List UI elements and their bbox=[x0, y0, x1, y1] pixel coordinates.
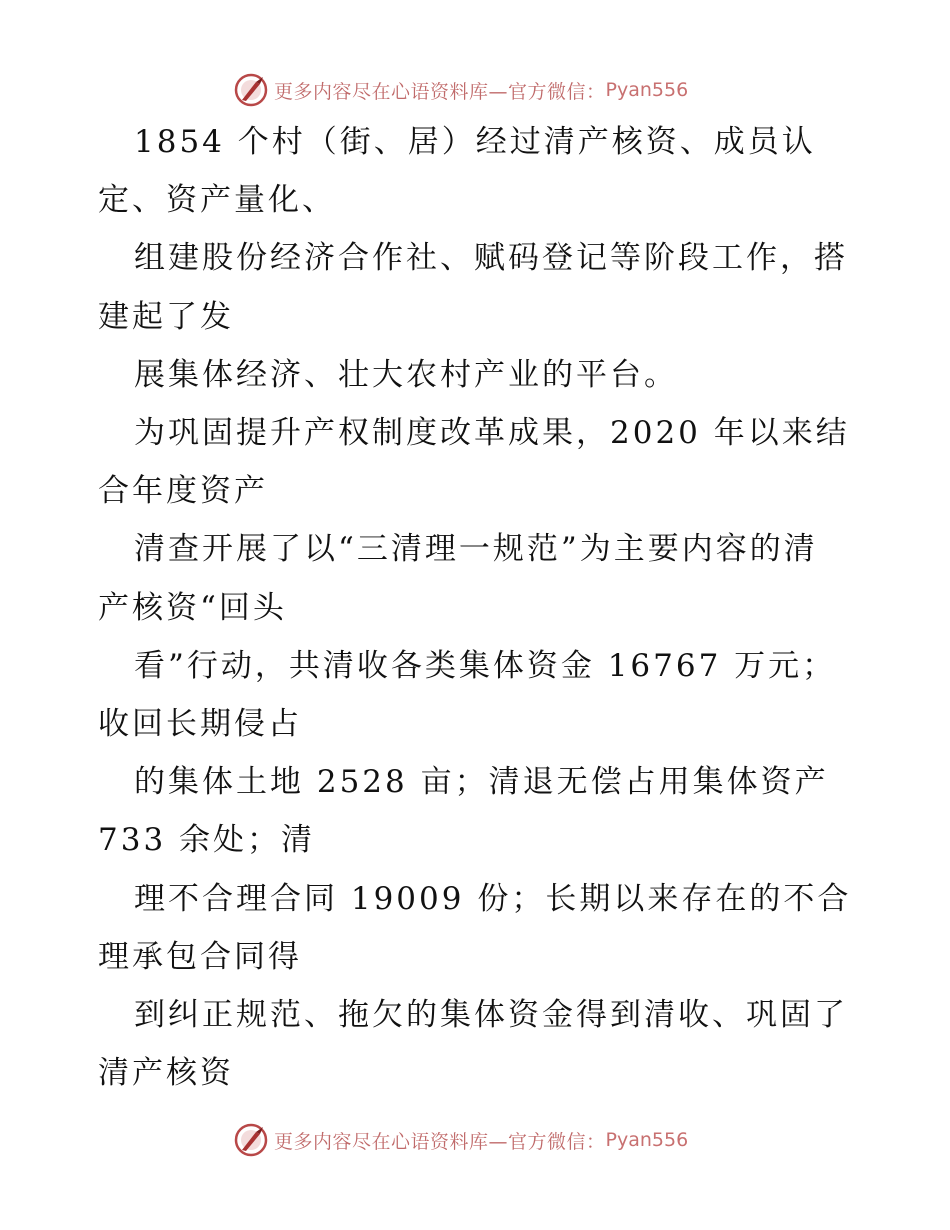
text-line: 733 余处；清 bbox=[98, 822, 316, 858]
quill-logo-icon bbox=[234, 1123, 268, 1157]
text-line: 展集体经济、壮大农村产业的平台。 bbox=[134, 357, 678, 393]
text-line: 的集体土地 2528 亩；清退无偿占用集体资产 bbox=[134, 764, 829, 800]
text-line: 到纠正规范、拖欠的集体资金得到清收、巩固了 bbox=[134, 997, 848, 1033]
text-line: 收回长期侵占 bbox=[98, 706, 302, 742]
watermark-text: 更多内容尽在心语资料库—官方微信： bbox=[274, 80, 606, 103]
header-watermark bbox=[234, 72, 754, 108]
text-line: 清产核资 bbox=[98, 1055, 234, 1091]
text-line: 定、资产量化、 bbox=[98, 182, 336, 218]
text-line: 理不合理合同 19009 份；长期以来存在的不合 bbox=[134, 881, 852, 917]
footer-watermark bbox=[234, 1122, 754, 1158]
text-line: 为巩固提升产权制度改革成果，2020 年以来结 bbox=[134, 415, 850, 451]
watermark-wechat-id: Pyan556 bbox=[605, 79, 689, 101]
quill-logo-icon bbox=[234, 73, 268, 107]
text-line: 看”行动，共清收各类集体资金 16767 万元； bbox=[134, 648, 837, 684]
text-line: 合年度资产 bbox=[98, 473, 268, 509]
text-line: 理承包合同得 bbox=[98, 939, 302, 975]
watermark-wechat-id: Pyan556 bbox=[605, 1129, 689, 1151]
text-line: 产核资“回头 bbox=[98, 590, 287, 626]
text-line: 组建股份经济合作社、赋码登记等阶段工作，搭 bbox=[134, 240, 848, 276]
text-line: 建起了发 bbox=[98, 299, 234, 335]
text-line: 1854 个村（街、居）经过清产核资、成员认 bbox=[134, 124, 816, 160]
watermark-text: 更多内容尽在心语资料库—官方微信： bbox=[274, 1130, 606, 1153]
text-line: 清查开展了以“三清理一规范”为主要内容的清 bbox=[134, 531, 818, 567]
